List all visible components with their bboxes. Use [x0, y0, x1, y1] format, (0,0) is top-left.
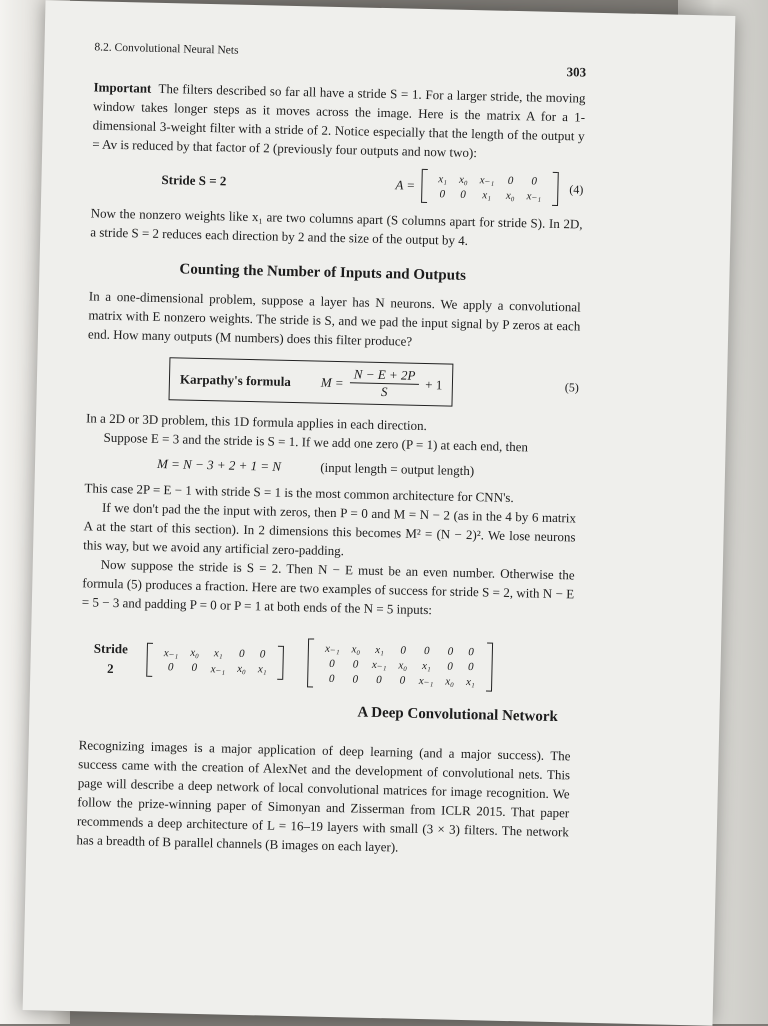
- counting-paragraph: In a one-dimensional problem, suppose a layer has N neurons. We apply a convolutional matrix with E nonzero weights. The stride is S, and we pad the input signal by P zeros at each end. How many outputs (M numbers) does this filter produce?: [87, 288, 581, 349]
- page-number: 303: [566, 64, 587, 80]
- matrix-cell: 0: [376, 673, 382, 686]
- matrix-cell: x₋₁: [526, 190, 542, 203]
- deep-network-paragraph: Recognizing images is a major application of deep learning (and a major success). The success came with the creation of AlexNet and the development of convolutional nets. This page will describe a deep network of local convolutional matrices for image recognition. We follow the prize-winning paper of Simonyan and Zisserman from ICLR 2015. That paper recommends a deep architecture of L = 16–19 layers with small (3 × 3) filters. The network has a breadth of B parallel channels (B images on each layer).: [76, 737, 571, 855]
- paragraph-2d: In a 2D or 3D problem, this 1D formula applies in each direction.: [85, 410, 427, 434]
- matrix-cell: 0: [238, 647, 245, 660]
- matrix-cell: 0: [259, 648, 266, 661]
- matrix-cell: x₀: [458, 173, 468, 186]
- formula-label: Karpathy's formula: [179, 370, 292, 389]
- formula-numerator: N − E + 2P: [350, 366, 420, 385]
- formula-lhs: M =: [320, 374, 344, 390]
- eq-note: (input length = output length): [320, 459, 475, 479]
- matrix-cell: 0: [352, 672, 359, 686]
- matrix-cell: 0: [507, 174, 514, 187]
- matrix-cell: 0: [447, 645, 454, 658]
- matrix-cell: 0: [328, 672, 335, 685]
- equation-4: [91, 161, 584, 206]
- eq5-number: (5): [564, 380, 580, 395]
- after-eq4-paragraph: Now the nonzero weights like x₁ are two columns apart (S columns apart for stride S). In 2D, a stride S = 2 reduces each direction by 2 and the size of the output by 4.: [90, 205, 583, 248]
- page-content: [76, 41, 586, 860]
- paragraph-stride-two: Now suppose the stride is S = 2. Then N − E must be an even number. Otherwise the formula (5) produces a fraction. Here are two examples of success for stride S = 2, with N − E = 5 − 3 and padding P = 0 or P = 1 at both ends of the N = 5 inputs:: [81, 556, 575, 618]
- matrix-cell: 0: [423, 644, 430, 657]
- formula-denominator: S: [380, 384, 388, 400]
- important-paragraph: [92, 77, 586, 164]
- eq4-label: Stride S = 2: [161, 171, 227, 189]
- matrix-cell: 0: [447, 660, 453, 673]
- important-label: Important: [93, 79, 152, 96]
- matrix-cell: x₁: [257, 663, 267, 676]
- matrix-padding-one: [307, 638, 492, 691]
- matrix-cell: 0: [400, 644, 407, 657]
- matrix-cell: x₀: [351, 642, 361, 656]
- matrix-row: [318, 671, 481, 690]
- section-title-deep-network: A Deep Convolutional Network: [357, 704, 559, 726]
- matrix-cell: 0: [191, 661, 198, 674]
- matrix-a: [421, 169, 559, 206]
- matrix-cell: x₋₁: [324, 642, 340, 656]
- formula-expression: [320, 366, 442, 402]
- paragraph-no-padding: If we don't pad the the input with zeros, then P = 0 and M = N − 2 (as in the 4 by 6 matrix A at the start of this section). In 2 dimensions this becomes M² = (N − 2)². We lose neurons this way, but we avoid any artificial zero-padding.: [83, 499, 577, 559]
- matrix-cell: x₁: [465, 675, 475, 688]
- matrix-padding-zero: [146, 642, 284, 679]
- matrix-cell: 0: [352, 657, 359, 671]
- karpathy-formula-box: [169, 357, 454, 406]
- important-text: The filters described so far all have a stride S = 1. For a larger stride, the moving window takes longer steps as it moves across the image. Here is the matrix A for a 1-dimensional 3-weight filter with a stride of 2. Notice especially that the length of the output y = Av is reduced by that factor of 2 (previously four outputs and now two):: [92, 80, 586, 161]
- stride-two-label: [80, 638, 141, 679]
- matrix-cell: x₁: [438, 172, 448, 185]
- matrix-cell: 0: [167, 661, 174, 674]
- formula-plus-one: + 1: [425, 376, 443, 392]
- stride-two-examples: [80, 633, 573, 693]
- matrix-row: [157, 660, 272, 678]
- matrix-cell: x₀: [445, 675, 455, 688]
- matrix-cell: 0: [531, 174, 538, 187]
- karpathy-formula-row: [87, 355, 580, 409]
- matrix-cell: x₋₁: [479, 174, 495, 187]
- matrix-cell: x₁: [421, 659, 431, 672]
- matrix-cell: x₁: [482, 188, 492, 201]
- eq4-number: (4): [569, 181, 584, 197]
- book-page: [23, 0, 736, 1025]
- eq-expression: M = N − 3 + 2 + 1 = N: [156, 455, 282, 474]
- matrix-cell: x₀: [505, 189, 515, 202]
- matrix-cell: 0: [467, 660, 474, 673]
- stride-label-number: 2: [106, 660, 114, 676]
- matrix-cell: x₋₁: [371, 658, 387, 672]
- matrix-cell: x₁: [213, 647, 223, 660]
- matrix-cell: x₁: [375, 643, 385, 656]
- matrix-cell: 0: [399, 674, 406, 687]
- formula-fraction: [349, 366, 419, 401]
- paragraph-common-case: This case 2P = E − 1 with stride S = 1 is the most common architecture for CNN's.: [84, 480, 514, 506]
- matrix-cell: 0: [460, 188, 466, 201]
- matrix-row: [432, 186, 547, 204]
- paragraph-suppose: Suppose E = 3 and the stride is S = 1. If we add one zero (P = 1) at each end, then: [103, 429, 529, 455]
- matrix-cell: 0: [439, 187, 446, 200]
- matrix-cell: x₋₁: [418, 674, 434, 688]
- equation-m-equals-n: [157, 456, 577, 482]
- matrix-cell: x₋₁: [163, 646, 179, 659]
- matrix-cell: 0: [468, 645, 475, 658]
- matrix-examples: [140, 635, 493, 692]
- matrix-cell: x₋₁: [210, 662, 226, 676]
- stride-label-word: Stride: [93, 640, 129, 656]
- matrix-cell: x₀: [190, 646, 200, 659]
- section-header: 8.2. Convolutional Neural Nets: [94, 41, 239, 57]
- matrix-cell: x₀: [398, 658, 408, 672]
- eq4-lhs: A =: [395, 177, 416, 193]
- section-title-counting: Counting the Number of Inputs and Outputs: [179, 261, 467, 284]
- matrix-cell: 0: [329, 657, 335, 670]
- matrix-cell: x₀: [237, 662, 247, 676]
